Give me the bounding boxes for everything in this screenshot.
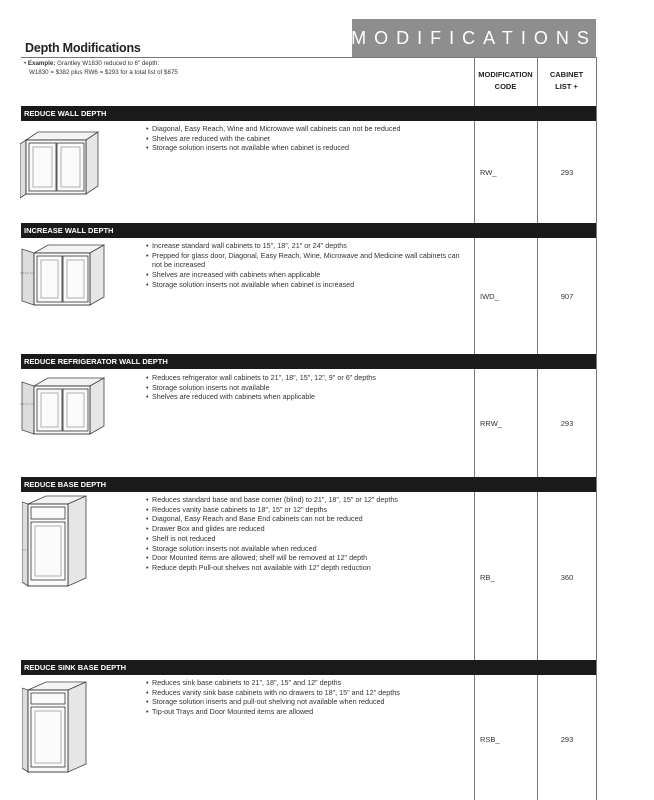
modification-code: RSB_ (480, 735, 500, 744)
section-bullets (146, 678, 466, 717)
bullet-item: • Reduces vanity sink base cabinets with no drawers to 18", 15" and 12" depths (146, 688, 466, 698)
bullet-item: • Reduces sink base cabinets to 21", 18", 15" and 12" depths (146, 678, 466, 688)
wall-cabinet-deep-icon (20, 243, 105, 314)
bullet-item: • Storage solution inserts and pull-out shelving not available when reduced (146, 697, 466, 707)
price-header-line-2: LIST + (555, 82, 578, 91)
cabinet-price: 293 (560, 735, 574, 744)
price-header-line-1: CABINET (549, 70, 584, 79)
section-header-increase-wall-depth: INCREASE WALL DEPTH (21, 223, 596, 238)
bullet-item: • Door Mounted items are allowed; shelf will be removed at 12" depth (146, 553, 466, 563)
bullet-item: • Diagonal, Easy Reach, Wine and Microwave wall cabinets can not be reduced (146, 124, 466, 134)
bullet-item: • Increase standard wall cabinets to 15", 18", 21" or 24" depths (146, 241, 466, 251)
bullet-item: • Storage solution inserts not available (146, 383, 466, 393)
bullet-item: • Shelves are reduced with the cabinet (146, 134, 466, 144)
bullet-item: • Reduces refrigerator wall cabinets to 21", 18", 15", 12", 9" or 6" depths (146, 373, 466, 383)
bullet-item: • Reduces standard base and base corner (blind) to 21", 18", 15" or 12" depths (146, 495, 466, 505)
modification-code: IWD_ (480, 292, 499, 301)
sink-base-cabinet-icon (22, 680, 88, 781)
base-cabinet-icon (22, 494, 88, 595)
cabinet-price: 293 (560, 419, 574, 428)
section-header-reduce-refrigerator-wall-depth: REDUCE REFRIGERATOR WALL DEPTH (21, 354, 596, 369)
section-bullets (146, 495, 466, 573)
modification-code: RB_ (480, 573, 495, 582)
example-label: Example: (27, 60, 56, 67)
price-column-header (537, 69, 596, 93)
header-rule (21, 57, 596, 58)
bullet-item: • Reduce depth Pull-out shelves not available with 12" depth reduction (146, 563, 466, 573)
bullet-item: • Storage solution inserts not available when cabinet is reduced (146, 143, 466, 153)
example-text: Grantley W1830 reduced to 6" depth: (55, 60, 160, 67)
code-header-line-1: MODIFICATION (478, 70, 533, 79)
example-line-1: • Example: Grantley W1830 reduced to 6" depth: (24, 60, 160, 67)
wall-cabinet-icon (20, 128, 100, 205)
bullet-item: • Tip-out Trays and Door Mounted items are allowed (146, 707, 466, 717)
refrigerator-wall-cabinet-icon (20, 376, 105, 443)
modification-code: RRW_ (480, 419, 502, 428)
section-bullets (146, 124, 466, 153)
bullet-item: • Shelves are increased with cabinets when applicable (146, 270, 466, 280)
section-bullets (146, 373, 466, 402)
bullet-item: • Storage solution inserts not available when cabinet is increased (146, 280, 466, 290)
cabinet-price: 293 (560, 168, 574, 177)
code-column-divider (474, 57, 475, 800)
code-header-line-2: CODE (494, 82, 517, 91)
section-banner: MODIFICATIONS (352, 19, 596, 57)
cabinet-price: 360 (560, 573, 574, 582)
section-header-reduce-sink-base-depth: REDUCE SINK BASE DEPTH (21, 660, 596, 675)
section-header-reduce-base-depth: REDUCE BASE DEPTH (21, 477, 596, 492)
example-line-2: W1830 = $382 plus RW6 = $293 for a total list of $675 (29, 68, 178, 76)
bullet-item: • Storage solution inserts not available when reduced (146, 544, 466, 554)
section-bullets (146, 241, 466, 290)
cabinet-price: 907 (560, 292, 574, 301)
example-note (24, 60, 464, 77)
bullet-item: • Shelves are reduced with cabinets when applicable (146, 392, 466, 402)
code-column-header (474, 69, 537, 93)
page-title: Depth Modifications (25, 41, 141, 55)
bullet-item: • Diagonal, Easy Reach and Base End cabinets can not be reduced (146, 514, 466, 524)
bullet-item: • Prepped for glass door, Diagonal, Easy Reach, Wine, Microwave and Medicine wall cabinets can not be increased (146, 251, 466, 270)
modification-code: RW_ (480, 168, 497, 177)
bullet-item: • Reduces vanity base cabinets to 18", 15" or 12" depths (146, 505, 466, 515)
bullet-item: • Shelf is not reduced (146, 534, 466, 544)
section-header-reduce-wall-depth: REDUCE WALL DEPTH (21, 106, 596, 121)
bullet-item: • Drawer Box and glides are reduced (146, 524, 466, 534)
